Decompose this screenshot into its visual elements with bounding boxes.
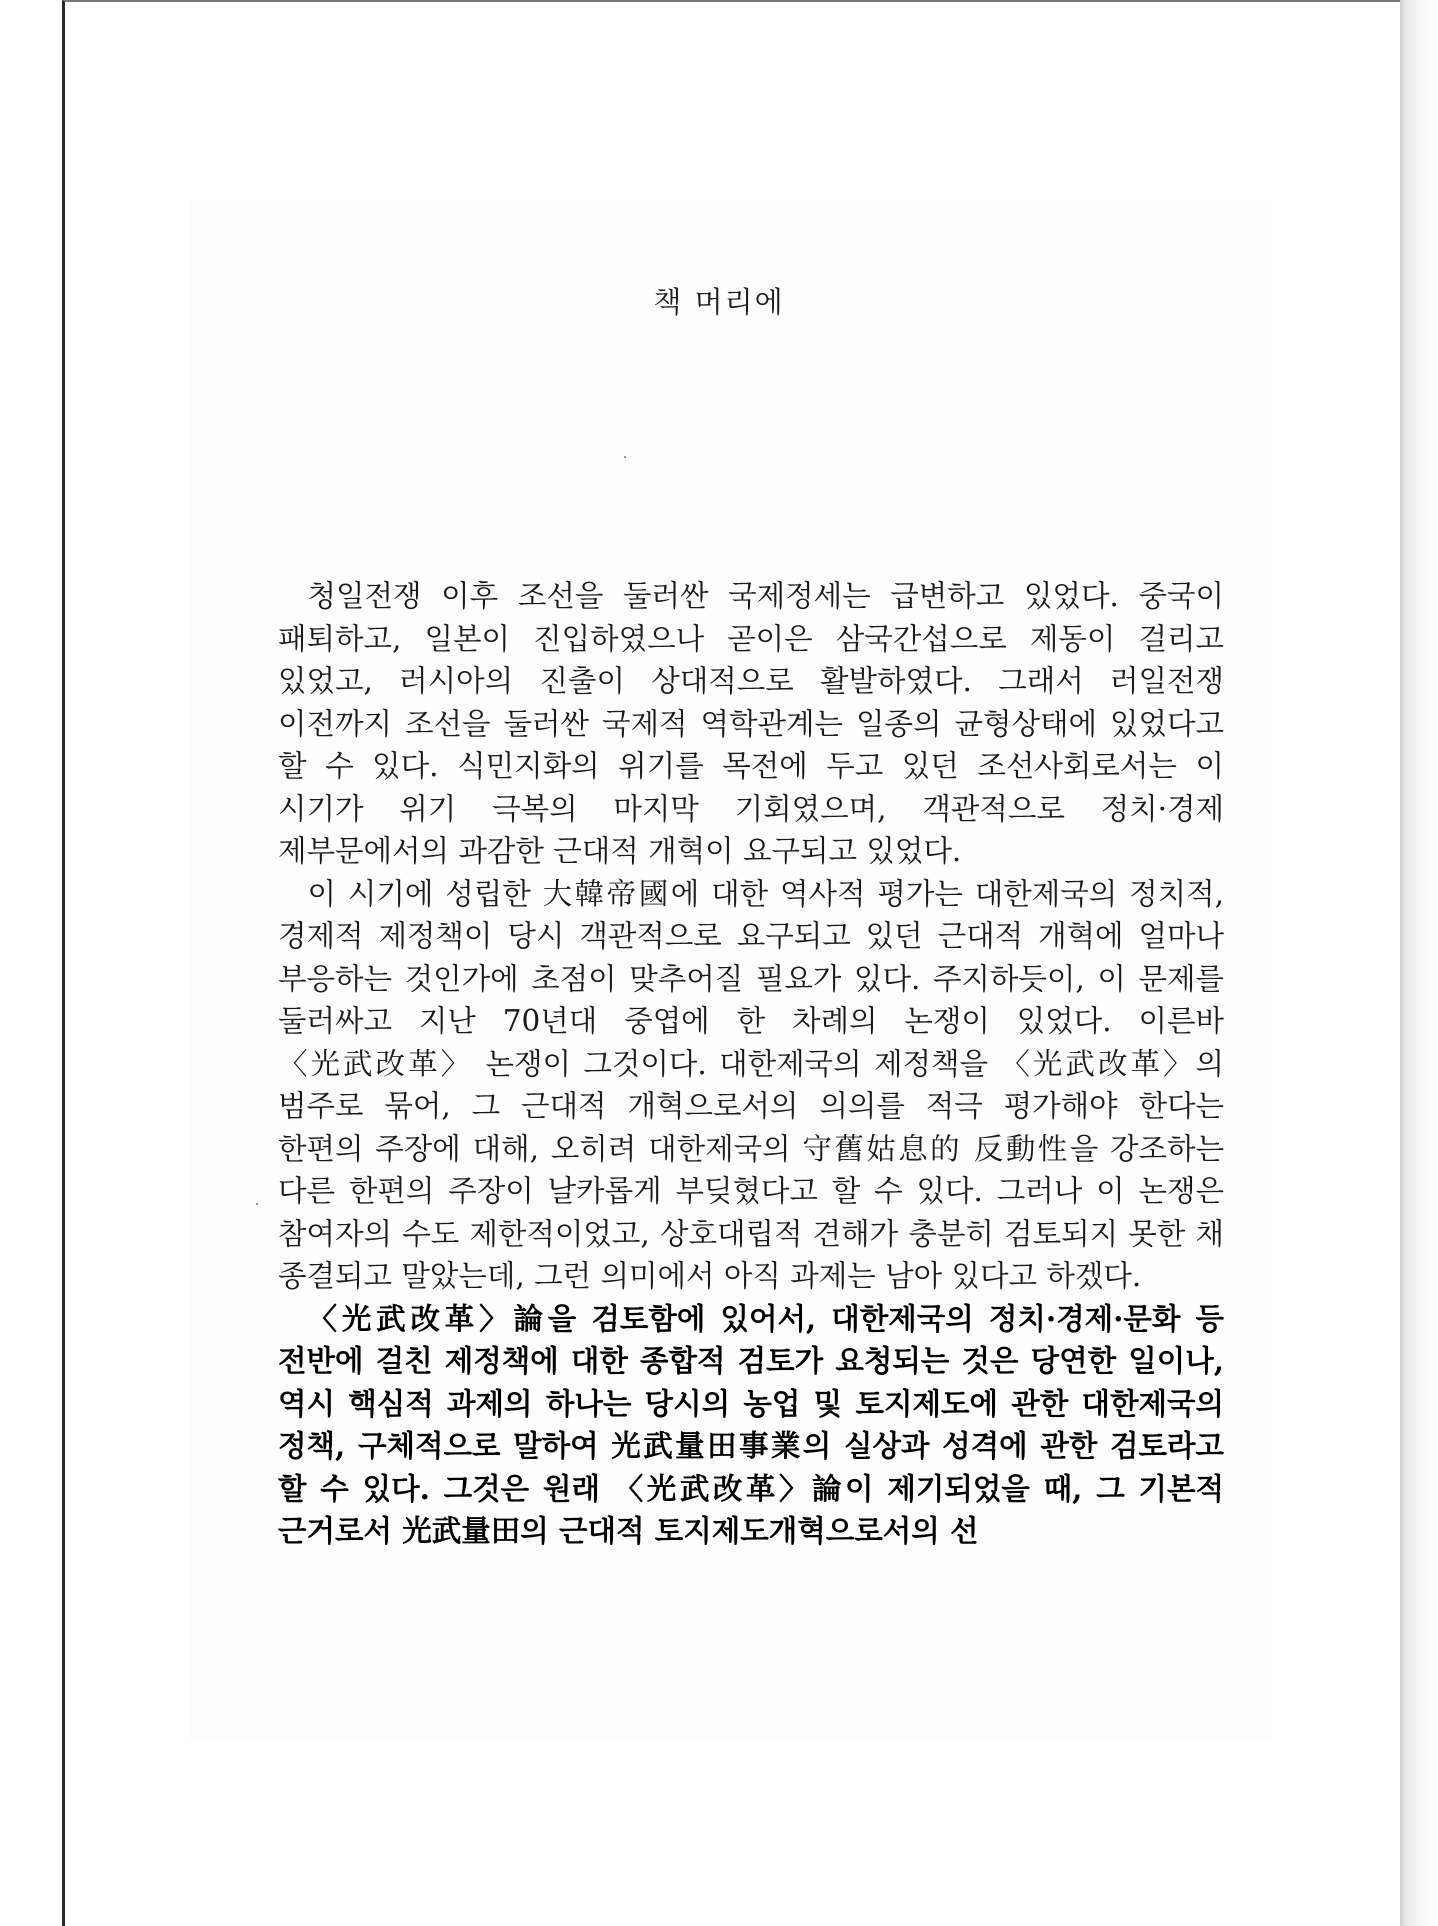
scan-speck (624, 456, 626, 458)
paragraph: 이 시기에 성립한 大韓帝國에 대한 역사적 평가는 대한제국의 정치적, 경제적 제정책이 당시 객관적으로 요구되고 있던 근대적 개혁에 얼마나 부응하는 것인가에 초점이 맞추어질 필요가 있다. 주지하듯이, 이 문제를 둘러싸고 지난 70년대 중엽에 한 차례의 논쟁이 있었다. 이른바 〈光武改革〉 논쟁이 그것이다. 대한제국의 제정책을 〈光武改革〉의 범주로 묶어, 그 근대적 개혁으로서의 의의를 적극 평가해야 한다는 한편의 주장에 대해, 오히려 대한제국의 守舊姑息的 反動性을 강조하는 다른 한편의 주장이 날카롭게 부딪혔다고 할 수 있다. 그러나 이 논쟁은 참여자의 수도 제한적이었고, 상호대립적 견해가 충분히 검토되지 못한 채 종결되고 말았는데, 그런 의미에서 아직 과제는 남아 있다고 하겠다. (278, 876, 1224, 1293)
paragraph: 〈光武改革〉論을 검토함에 있어서, 대한제국의 정치·경제·문화 등 전반에 걸친 제정책에 대한 종합적 검토가 요청되는 것은 당연한 일이나, 역시 핵심적 과제의 하나는 당시의 농업 및 토지제도에 관한 대한제국의 정책, 구체적으로 말하여 光武量田事業의 실상과 성격에 관한 검토라고 할 수 있다. 그것은 원래 〈光武改革〉論이 제기되었을 때, 그 기본적 근거로서 光武量田의 근대적 토지제도개혁으로서의 선 (278, 1300, 1224, 1548)
chapter-title: 책 머리에 (653, 285, 785, 319)
scan-speck (256, 1203, 258, 1205)
paragraph: 청일전쟁 이후 조선을 둘러싼 국제정세는 급변하고 있었다. 중국이 패퇴하고, 일본이 진입하였으나 곧이은 삼국간섭으로 제동이 걸리고 있었고, 러시아의 진출이 상대적으로 활발하였다. 그래서 러일전쟁 이전까지 조선을 둘러싼 국제적 역학관계는 일종의 균형상태에 있었다고 할 수 있다. 식민지화의 위기를 목전에 두고 있던 조선사회로서는 이 시기가 위기 극복의 마지막 기회였으며, 객관적으로 정치·경제 제부문에서의 과감한 근대적 개혁이 요구되고 있었다. (278, 579, 1224, 868)
body-text (278, 575, 1224, 1553)
